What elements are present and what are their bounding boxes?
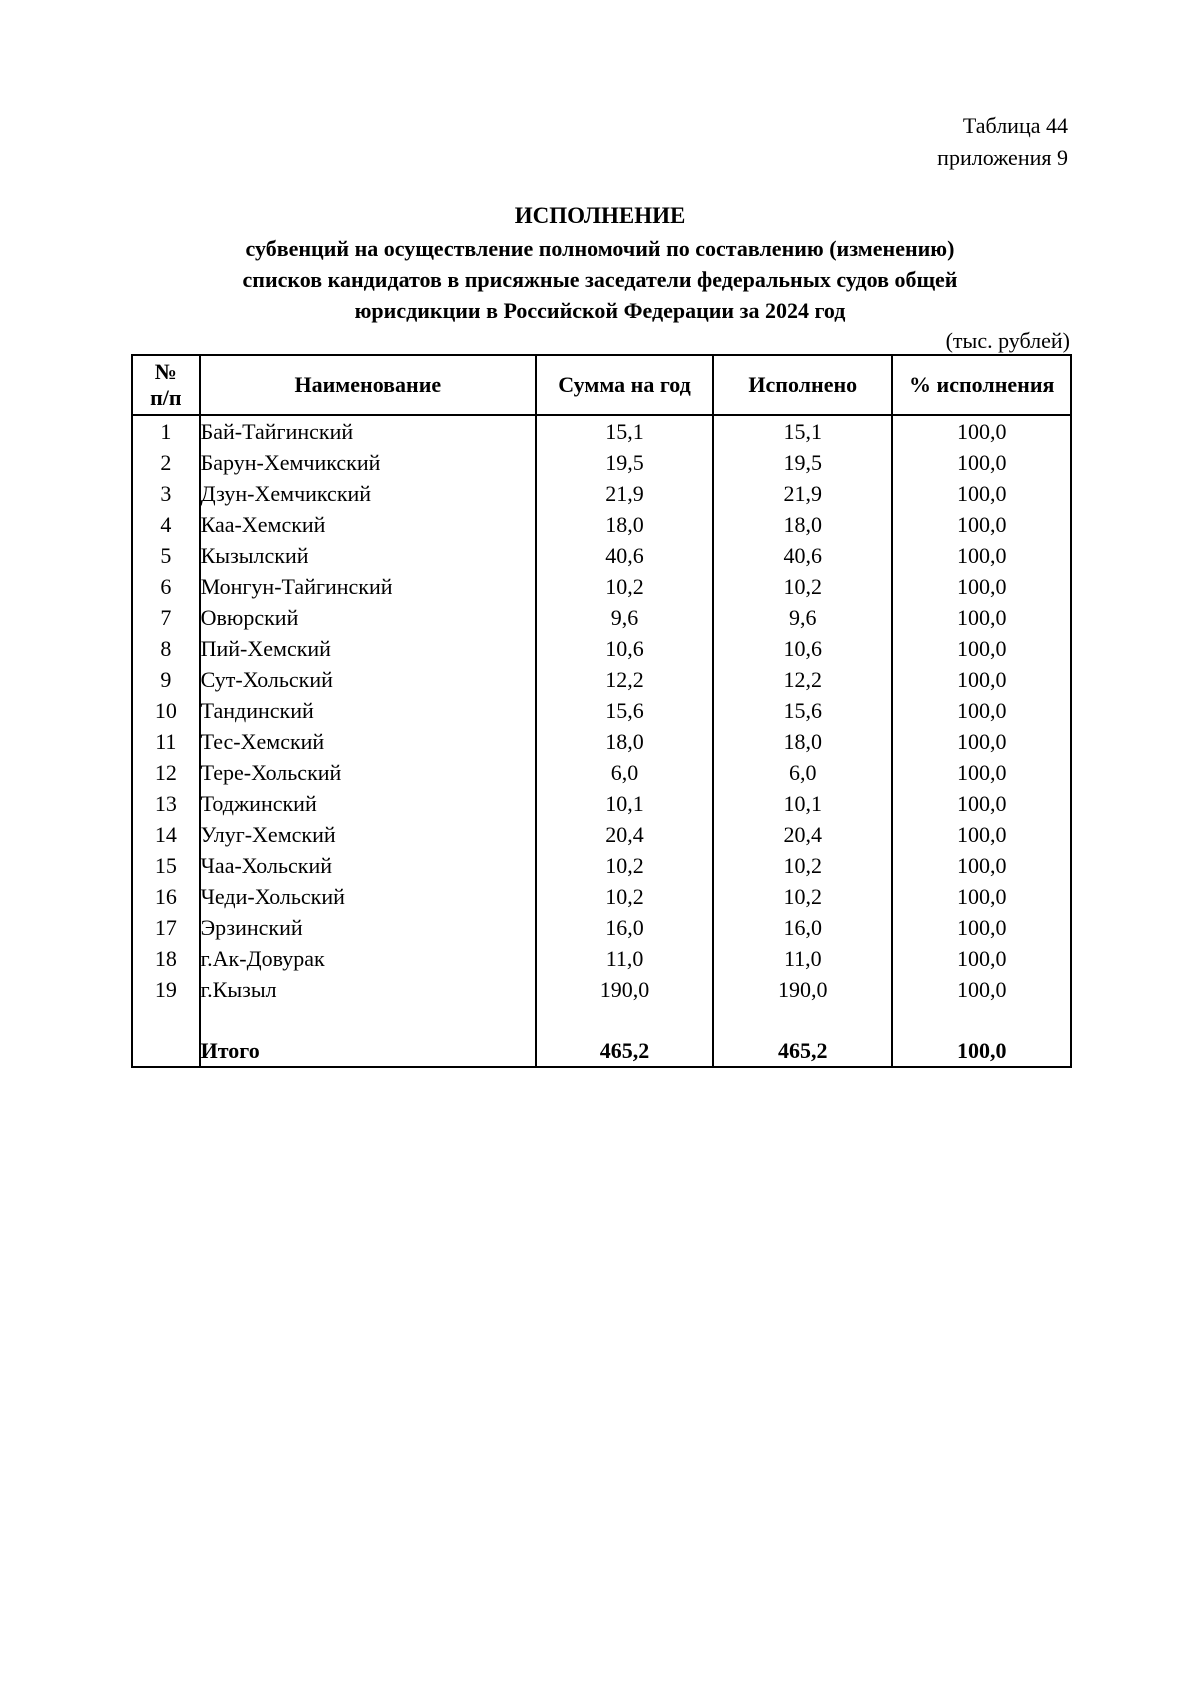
- table-row: [132, 974, 1071, 1005]
- row-number-cell: 12: [132, 757, 200, 788]
- row-number-cell: 10: [132, 695, 200, 726]
- row-number-cell: 16: [132, 881, 200, 912]
- row-number-cell: 11: [132, 726, 200, 757]
- row-percent-cell: 100,0: [892, 664, 1071, 695]
- row-percent-cell: 100,0: [892, 757, 1071, 788]
- row-number-cell: 15: [132, 850, 200, 881]
- row-done-cell: 10,2: [713, 571, 892, 602]
- table-row: [132, 478, 1071, 509]
- row-sum-cell: 10,2: [536, 850, 713, 881]
- row-sum-cell: 9,6: [536, 602, 713, 633]
- title-main: ИСПОЛНЕНИЕ: [514, 203, 686, 228]
- row-done-cell: 18,0: [713, 509, 892, 540]
- row-number-cell: 18: [132, 943, 200, 974]
- row-number-cell: 5: [132, 540, 200, 571]
- row-sum-cell: 19,5: [536, 447, 713, 478]
- row-number-cell: 2: [132, 447, 200, 478]
- row-done-cell: 21,9: [713, 478, 892, 509]
- title-line-1: субвенций на осуществление полномочий по составлению (изменению): [245, 236, 955, 261]
- row-percent-cell: 100,0: [892, 447, 1071, 478]
- total-label-cell: Итого: [200, 1035, 536, 1067]
- row-sum-cell: 16,0: [536, 912, 713, 943]
- table-row: [132, 447, 1071, 478]
- row-percent-cell: 100,0: [892, 633, 1071, 664]
- row-name-cell: Овюрский: [200, 602, 536, 633]
- column-header-number: [132, 355, 200, 415]
- execution-table: [131, 354, 1072, 1068]
- row-number-cell: 7: [132, 602, 200, 633]
- spacer-cell: [536, 1005, 713, 1035]
- row-done-cell: 190,0: [713, 974, 892, 1005]
- table-reference: [937, 110, 1068, 174]
- row-name-cell: Пий-Хемский: [200, 633, 536, 664]
- table-spacer-row: [132, 1005, 1071, 1035]
- row-sum-cell: 21,9: [536, 478, 713, 509]
- appendix-number: приложения 9: [937, 145, 1068, 170]
- row-sum-cell: 15,6: [536, 695, 713, 726]
- row-percent-cell: 100,0: [892, 695, 1071, 726]
- table-row: [132, 881, 1071, 912]
- row-done-cell: 12,2: [713, 664, 892, 695]
- spacer-cell: [200, 1005, 536, 1035]
- row-name-cell: г.Кызыл: [200, 974, 536, 1005]
- table-row: [132, 726, 1071, 757]
- row-percent-cell: 100,0: [892, 478, 1071, 509]
- row-done-cell: 11,0: [713, 943, 892, 974]
- table-row: [132, 788, 1071, 819]
- row-done-cell: 10,6: [713, 633, 892, 664]
- table-row: [132, 602, 1071, 633]
- row-sum-cell: 190,0: [536, 974, 713, 1005]
- row-percent-cell: 100,0: [892, 788, 1071, 819]
- row-done-cell: 16,0: [713, 912, 892, 943]
- row-name-cell: Тере-Хольский: [200, 757, 536, 788]
- spacer-cell: [132, 1005, 200, 1035]
- total-done-cell: 465,2: [713, 1035, 892, 1067]
- table-row: [132, 819, 1071, 850]
- row-done-cell: 19,5: [713, 447, 892, 478]
- row-done-cell: 9,6: [713, 602, 892, 633]
- spacer-cell: [713, 1005, 892, 1035]
- row-number-cell: 9: [132, 664, 200, 695]
- column-header-percent: % исполнения: [892, 355, 1071, 415]
- row-done-cell: 40,6: [713, 540, 892, 571]
- row-percent-cell: 100,0: [892, 509, 1071, 540]
- row-sum-cell: 18,0: [536, 726, 713, 757]
- row-percent-cell: 100,0: [892, 850, 1071, 881]
- total-sum-cell: 465,2: [536, 1035, 713, 1067]
- row-name-cell: Барун-Хемчикский: [200, 447, 536, 478]
- table-row: [132, 664, 1071, 695]
- row-percent-cell: 100,0: [892, 602, 1071, 633]
- row-done-cell: 10,2: [713, 881, 892, 912]
- document-title: [130, 200, 1070, 326]
- row-number-cell: 17: [132, 912, 200, 943]
- table-row: [132, 943, 1071, 974]
- row-number-cell: 14: [132, 819, 200, 850]
- row-name-cell: г.Ак-Довурак: [200, 943, 536, 974]
- column-header-done: Исполнено: [713, 355, 892, 415]
- table-body: [132, 415, 1071, 1067]
- row-name-cell: Тоджинский: [200, 788, 536, 819]
- table-row: [132, 509, 1071, 540]
- title-line-2: списков кандидатов в присяжные заседатели федеральных судов общей: [242, 267, 958, 292]
- table-row: [132, 571, 1071, 602]
- row-done-cell: 6,0: [713, 757, 892, 788]
- row-name-cell: Монгун-Тайгинский: [200, 571, 536, 602]
- table-row: [132, 695, 1071, 726]
- row-done-cell: 18,0: [713, 726, 892, 757]
- row-sum-cell: 40,6: [536, 540, 713, 571]
- row-name-cell: Эрзинский: [200, 912, 536, 943]
- row-percent-cell: 100,0: [892, 415, 1071, 447]
- row-number-cell: 1: [132, 415, 200, 447]
- row-done-cell: 15,6: [713, 695, 892, 726]
- units-label: (тыс. рублей): [945, 328, 1070, 353]
- row-name-cell: Дзун-Хемчикский: [200, 478, 536, 509]
- row-sum-cell: 10,1: [536, 788, 713, 819]
- row-name-cell: Тес-Хемский: [200, 726, 536, 757]
- row-percent-cell: 100,0: [892, 540, 1071, 571]
- spacer-cell: [892, 1005, 1071, 1035]
- row-percent-cell: 100,0: [892, 912, 1071, 943]
- row-percent-cell: 100,0: [892, 974, 1071, 1005]
- row-number-cell: 19: [132, 974, 200, 1005]
- row-name-cell: Бай-Тайгинский: [200, 415, 536, 447]
- row-number-cell: 8: [132, 633, 200, 664]
- row-number-cell: 13: [132, 788, 200, 819]
- row-sum-cell: 11,0: [536, 943, 713, 974]
- row-name-cell: Тандинский: [200, 695, 536, 726]
- row-sum-cell: 12,2: [536, 664, 713, 695]
- row-done-cell: 10,2: [713, 850, 892, 881]
- row-number-cell: 6: [132, 571, 200, 602]
- row-name-cell: Чаа-Хольский: [200, 850, 536, 881]
- row-number-cell: 3: [132, 478, 200, 509]
- total-percent-cell: 100,0: [892, 1035, 1071, 1067]
- column-header-sum: Сумма на год: [536, 355, 713, 415]
- table-row: [132, 415, 1071, 447]
- row-sum-cell: 18,0: [536, 509, 713, 540]
- row-sum-cell: 10,2: [536, 881, 713, 912]
- table-number: Таблица 44: [962, 113, 1068, 138]
- row-name-cell: Улуг-Хемский: [200, 819, 536, 850]
- column-header-name: Наименование: [200, 355, 536, 415]
- row-name-cell: Кызылский: [200, 540, 536, 571]
- row-percent-cell: 100,0: [892, 881, 1071, 912]
- row-number-cell: 4: [132, 509, 200, 540]
- table-row: [132, 850, 1071, 881]
- row-sum-cell: 20,4: [536, 819, 713, 850]
- row-percent-cell: 100,0: [892, 726, 1071, 757]
- row-sum-cell: 10,6: [536, 633, 713, 664]
- column-header-number-line1: №: [154, 359, 177, 384]
- table-row: [132, 633, 1071, 664]
- row-percent-cell: 100,0: [892, 819, 1071, 850]
- row-done-cell: 15,1: [713, 415, 892, 447]
- row-sum-cell: 10,2: [536, 571, 713, 602]
- table-header-row: [132, 355, 1071, 415]
- row-done-cell: 10,1: [713, 788, 892, 819]
- row-name-cell: Сут-Хольский: [200, 664, 536, 695]
- row-name-cell: Каа-Хемский: [200, 509, 536, 540]
- row-percent-cell: 100,0: [892, 943, 1071, 974]
- row-name-cell: Чеди-Хольский: [200, 881, 536, 912]
- row-done-cell: 20,4: [713, 819, 892, 850]
- row-sum-cell: 6,0: [536, 757, 713, 788]
- total-number-cell: [132, 1035, 200, 1067]
- table-row: [132, 757, 1071, 788]
- table-row: [132, 912, 1071, 943]
- table-total-row: [132, 1035, 1071, 1067]
- row-percent-cell: 100,0: [892, 571, 1071, 602]
- title-line-3: юрисдикции в Российской Федерации за 2024 год: [354, 298, 846, 323]
- table-row: [132, 540, 1071, 571]
- row-sum-cell: 15,1: [536, 415, 713, 447]
- column-header-number-line2: п/п: [150, 385, 182, 410]
